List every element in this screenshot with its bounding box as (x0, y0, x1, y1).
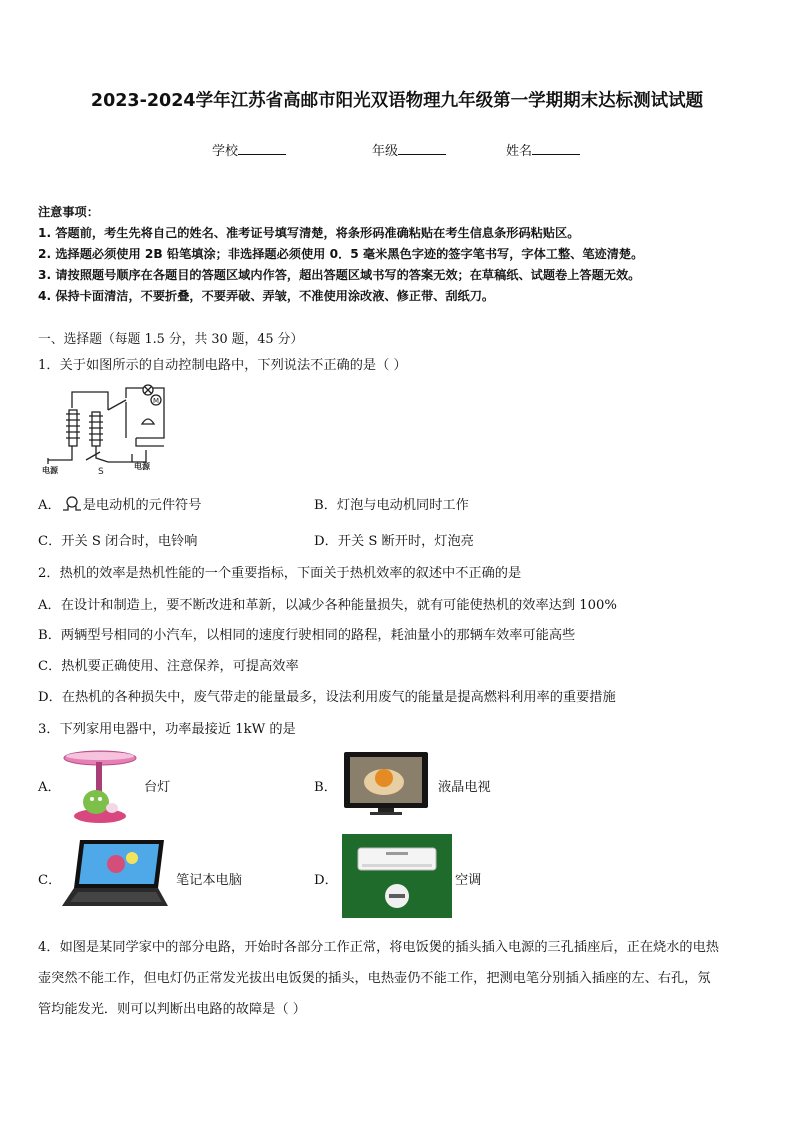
q3-option-d-label: 空调 (455, 873, 482, 888)
name-blank[interactable] (532, 142, 580, 155)
q3-option-a-label: 台灯 (144, 780, 171, 795)
school-field (212, 140, 286, 159)
notice-item-2: 2. 选择题必须使用 2B 铅笔填涂；非选择题必须使用 0．5 毫米黑色字迹的签字笔书写，字体工整、笔迹清楚。 (38, 247, 644, 261)
q1-option-b[interactable]: B．灯泡与电动机同时工作 (314, 498, 469, 513)
notice-item-3: 3. 请按照题号顺序在各题目的答题区域内作答，超出答题区域书写的答案无效；在草稿纸、试题卷上答题无效。 (38, 268, 641, 282)
grade-label: 年级 (372, 144, 399, 159)
q2-option-b[interactable]: B．两辆型号相同的小汽车，以相同的速度行驶相同的路程，耗油量小的那辆车效率可能高些 (38, 628, 576, 643)
q3-option-b-label: 液晶电视 (438, 780, 491, 795)
q4-stem-line-2: 壶突然不能工作，但电灯仍正常发光拔出电饭煲的插头，电热壶仍不能工作，把测电笔分别插入插座的左、右孔，氖 (38, 971, 711, 986)
q3-option-c-label: 笔记本电脑 (176, 873, 242, 888)
lcd-tv-image (338, 744, 434, 822)
q2-option-d[interactable]: D．在热机的各种损失中，废气带走的能量最多，设法利用废气的能量是提高燃料利用率的重要措施 (38, 690, 616, 705)
q1-circuit-diagram (36, 380, 172, 476)
q1-option-a-letter: A． (38, 498, 61, 513)
source-label-right: 电源 (134, 462, 150, 471)
q4-stem-line-1: 4．如图是某同学家中的部分电路，开始时各部分工作正常，将电饭煲的插头插入电源的三孔插座后，正在烧水的电热 (38, 940, 719, 955)
q2-option-c[interactable]: C．热机要正确使用、注意保养，可提高效率 (38, 659, 299, 674)
q4-stem-line-3: 管均能发光．则可以判断出电路的故障是（ ） (38, 1002, 306, 1017)
q3-stem: 3．下列家用电器中，功率最接近 1kW 的是 (38, 722, 296, 737)
q1-option-a[interactable] (38, 494, 201, 513)
source-label-left: 电源 (42, 466, 58, 475)
name-field (506, 140, 580, 159)
section-heading: 一、选择题（每题 1.5 分，共 30 题，45 分） (38, 332, 304, 347)
grade-field (372, 140, 446, 159)
q2-option-a[interactable]: A．在设计和制造上，要不断改进和革新，以减少各种能量损失，就有可能使热机的效率达到 100% (38, 598, 617, 613)
name-label: 姓名 (506, 144, 533, 159)
school-label: 学校 (212, 144, 239, 159)
q3-option-a-letter[interactable]: A． (38, 780, 61, 795)
svg-text:M: M (152, 397, 160, 405)
desk-lamp-image (60, 742, 140, 826)
laptop-image (58, 836, 172, 916)
q1-option-d[interactable]: D．开关 S 断开时，灯泡亮 (314, 534, 474, 549)
page-title: 2023-2024学年江苏省高邮市阳光双语物理九年级第一学期期末达标测试试题 (90, 91, 704, 111)
q1-option-a-text: 是电动机的元件符号 (82, 498, 202, 513)
q1-option-c[interactable]: C．开关 S 闭合时，电铃响 (38, 534, 198, 549)
q1-stem: 1．关于如图所示的自动控制电路中，下列说法不正确的是（ ） (38, 358, 407, 373)
notice-item-1: 1. 答题前，考生先将自己的姓名、准考证号填写清楚，将条形码准确粘贴在考生信息条形码粘贴区。 (38, 226, 580, 240)
notice-heading: 注意事项： (38, 205, 99, 219)
q3-option-c-letter[interactable]: C． (38, 873, 62, 888)
motor-symbol-icon (61, 496, 83, 512)
air-conditioner-image (342, 834, 452, 918)
school-blank[interactable] (238, 142, 286, 155)
q3-option-d-letter[interactable]: D． (314, 873, 338, 888)
notice-item-4: 4. 保持卡面清洁，不要折叠，不要弄破、弄皱，不准使用涂改液、修正带、刮纸刀。 (38, 289, 495, 303)
q2-stem: 2．热机的效率是热机性能的一个重要指标，下面关于热机效率的叙述中不正确的是 (38, 566, 522, 581)
switch-label: S (98, 467, 104, 476)
grade-blank[interactable] (398, 142, 446, 155)
q3-option-b-letter[interactable]: B． (314, 780, 337, 795)
